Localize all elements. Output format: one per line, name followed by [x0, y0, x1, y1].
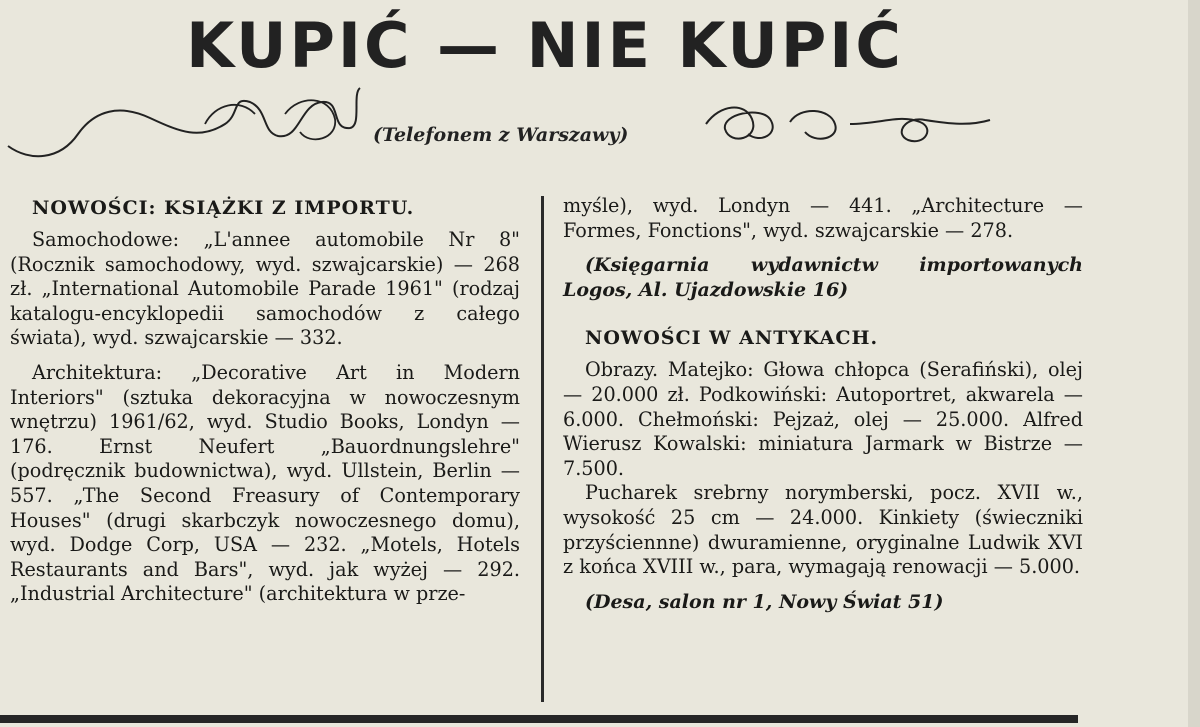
- paper-edge: [1188, 0, 1200, 727]
- paragraph-architecture-continued: myśle), wyd. Londyn — 441. „Architecture — Formes, Fonctions", wyd. szwajcarskie — 278.: [563, 194, 1083, 242]
- section-title-antiques: NOWOŚCI W ANTYKACH.: [585, 327, 879, 350]
- paragraph-automotive: Samochodowe: „L'annee automobile Nr 8" (Rocznik samochodowy, wyd. szwajcarskie) — 268 zł. „International Automobile Parade 1961" (rodzaj katalogu-encyklopedii samochodów z całego świata), wyd. szwajcarskie — 332.: [10, 228, 520, 350]
- right-column: [563, 194, 1083, 614]
- source-desa: (Desa, salon nr 1, Nowy Świat 51): [585, 590, 944, 613]
- paragraph-architecture: Architektura: „Decorative Art in Modern Interiors" (sztuka dekoracyjna w nowoczesnym wnętrzu) 1961/62, wyd. Studio Books, Londyn — 176. Ernst Neufert „Bauordnungslehre" (podręcznik budownictwa), wyd. Ullstein, Berlin — 557. „The Second Freasury of Contemporary Houses" (drugi skarbczyk nowoczesnego domu), wyd. Dodge Corp, USA — 232. „Motels, Hotels Restaurants and Bars", wyd. jak wyżej — 292. „Industrial Architecture" (architektura w prze-: [10, 360, 520, 606]
- column-divider: [541, 196, 544, 702]
- bottom-rule: [0, 715, 1078, 723]
- section-title-imports: NOWOŚCI: KSIĄŻKI Z IMPORTU.: [32, 197, 415, 219]
- byline: (Telefonem z Warszawy): [373, 124, 629, 146]
- source-bookstore: (Księgarnia wydawnictw importowanych Logos, Al. Ujazdowskie 16): [563, 254, 1083, 301]
- paragraph-paintings: Obrazy. Matejko: Głowa chłopca (Serafiński), olej — 20.000 zł. Podkowiński: Autoportret, akwarela — 6.000. Chełmoński: Pejzaż, olej — 25.000. Alfred Wierusz Kowalski: miniatura Jarmark w Bistrze — 7.500.: [563, 358, 1083, 480]
- headline: KUPIĆ — NIE KUPIĆ: [186, 9, 904, 82]
- left-column: [10, 194, 520, 607]
- paragraph-silverware: Pucharek srebrny norymberski, pocz. XVII w., wysokość 25 cm — 24.000. Kinkiety (świeczniki przyściennne) dwuramienne, oryginalne Ludwik XVI z końca XVIII w., para, wymagają renowacji — 5.000.: [563, 481, 1083, 579]
